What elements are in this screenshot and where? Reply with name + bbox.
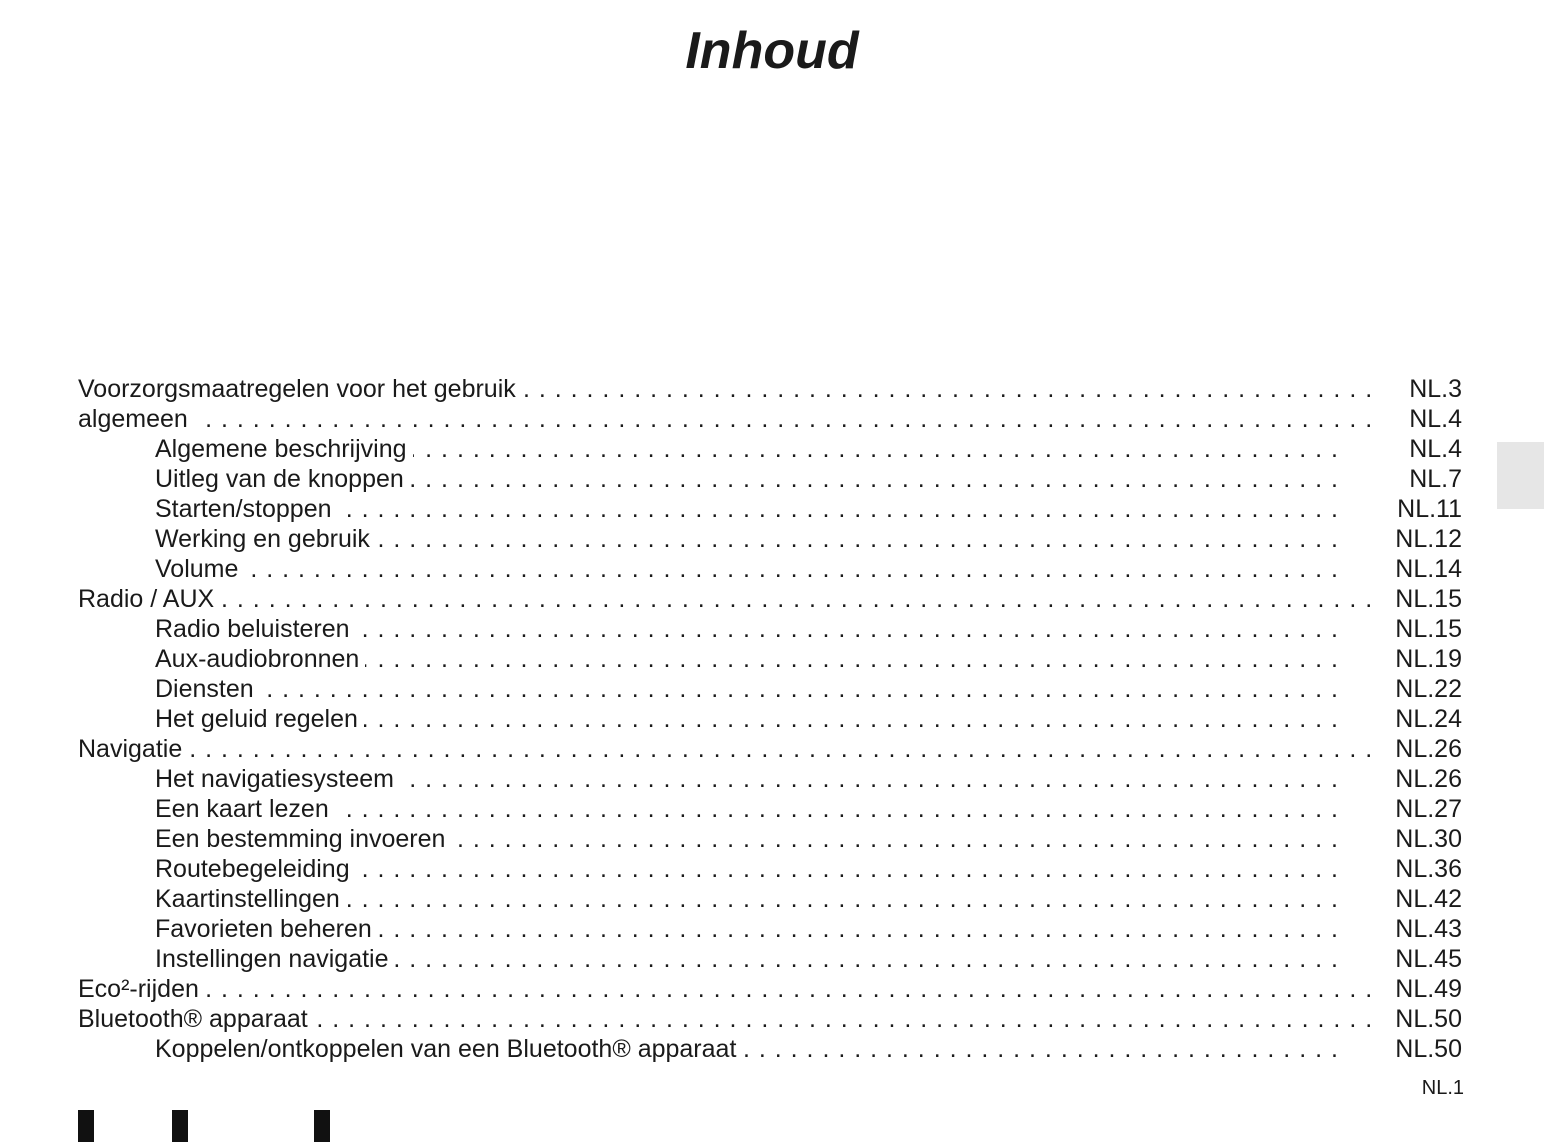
page-number: NL.1 (1421, 1077, 1464, 1099)
toc-entry-page: NL.30 (1389, 824, 1462, 854)
toc-entry-page: NL.22 (1389, 674, 1462, 704)
toc-entry-page: NL.3 (1403, 374, 1462, 404)
toc-entry[interactable] (0, 644, 1544, 674)
toc-entry-page: NL.15 (1389, 584, 1462, 614)
toc-entry-label: Radio beluisteren (155, 614, 356, 644)
toc-entry-label: Koppelen/ontkoppelen van een Bluetooth® apparaat (155, 1034, 742, 1064)
toc-entry-label: Instellingen navigatie (155, 944, 395, 974)
toc-entry[interactable] (0, 464, 1544, 494)
toc-entry[interactable] (0, 944, 1544, 974)
toc-entry-page: NL.11 (1391, 494, 1462, 524)
toc-entry-label: Starten/stoppen (155, 494, 338, 524)
toc-entry[interactable] (0, 764, 1544, 794)
toc-entry-page: NL.24 (1389, 704, 1462, 734)
toc-entry-page: NL.36 (1389, 854, 1462, 884)
toc-entry-label: Volume (155, 554, 244, 584)
toc-entry-label: Werking en gebruik (155, 524, 376, 554)
toc-entry-label: Radio / AUX (78, 584, 220, 614)
toc-entry[interactable] (0, 854, 1544, 884)
toc-entry[interactable] (0, 494, 1544, 524)
toc-entry-page: NL.42 (1389, 884, 1462, 914)
toc-entry-page: NL.49 (1389, 974, 1462, 1004)
toc-entry-page: NL.4 (1403, 404, 1462, 434)
toc-entry[interactable] (0, 1034, 1544, 1064)
toc-entry[interactable] (0, 884, 1544, 914)
dot-leader (78, 734, 1370, 764)
toc-entry-label: Aux-audiobronnen (155, 644, 365, 674)
dot-leader (78, 404, 1370, 434)
toc-entry[interactable] (0, 524, 1544, 554)
toc-entry-label: Een kaart lezen (155, 794, 335, 824)
toc-entry-page: NL.19 (1389, 644, 1462, 674)
toc-entry-label: Uitleg van de knoppen (155, 464, 410, 494)
toc-entry[interactable] (0, 674, 1544, 704)
toc-entry-label: Bluetooth® apparaat (78, 1004, 314, 1034)
toc-entry[interactable] (0, 374, 1544, 404)
toc-entry-label: Eco²-rijden (78, 974, 205, 1004)
toc-entry-page: NL.27 (1389, 794, 1462, 824)
dot-leader (78, 974, 1370, 1004)
toc-entry-label: Een bestemming invoeren (155, 824, 451, 854)
page-title: Inhoud (685, 22, 859, 80)
toc-entry[interactable] (0, 704, 1544, 734)
table-of-contents (0, 374, 1544, 1064)
toc-entry-page: NL.43 (1389, 914, 1462, 944)
dot-leader (155, 554, 1342, 584)
toc-entry-page: NL.4 (1403, 434, 1462, 464)
toc-entry-label: algemeen (78, 404, 194, 434)
toc-entry[interactable] (0, 614, 1544, 644)
toc-entry[interactable] (0, 584, 1544, 614)
toc-entry-label: Het navigatiesysteem (155, 764, 400, 794)
toc-entry-label: Favorieten beheren (155, 914, 378, 944)
toc-entry[interactable] (0, 914, 1544, 944)
dot-leader (78, 584, 1370, 614)
toc-entry-label: Voorzorgsmaatregelen voor het gebruik (78, 374, 522, 404)
toc-entry[interactable] (0, 824, 1544, 854)
toc-entry[interactable] (0, 1004, 1544, 1034)
toc-entry-page: NL.26 (1389, 734, 1462, 764)
toc-entry-page: NL.45 (1389, 944, 1462, 974)
toc-entry-page: NL.14 (1389, 554, 1462, 584)
toc-entry-label: Diensten (155, 674, 260, 704)
toc-entry-label: Algemene beschrijving (155, 434, 413, 464)
toc-entry-label: Routebegeleiding (155, 854, 356, 884)
toc-entry[interactable] (0, 434, 1544, 464)
toc-entry-page: NL.50 (1389, 1034, 1462, 1064)
toc-entry[interactable] (0, 734, 1544, 764)
toc-entry-page: NL.12 (1389, 524, 1462, 554)
toc-entry[interactable] (0, 794, 1544, 824)
dot-leader (155, 674, 1342, 704)
toc-entry-page: NL.7 (1403, 464, 1462, 494)
toc-entry-page: NL.15 (1389, 614, 1462, 644)
toc-entry-page: NL.26 (1389, 764, 1462, 794)
registration-mark (78, 1110, 94, 1142)
toc-entry-label: Navigatie (78, 734, 188, 764)
registration-mark (314, 1110, 330, 1142)
toc-entry-page: NL.50 (1389, 1004, 1462, 1034)
registration-mark (172, 1110, 188, 1142)
toc-entry[interactable] (0, 974, 1544, 1004)
toc-entry[interactable] (0, 404, 1544, 434)
toc-entry-label: Het geluid regelen (155, 704, 364, 734)
toc-entry-label: Kaartinstellingen (155, 884, 346, 914)
toc-entry[interactable] (0, 554, 1544, 584)
